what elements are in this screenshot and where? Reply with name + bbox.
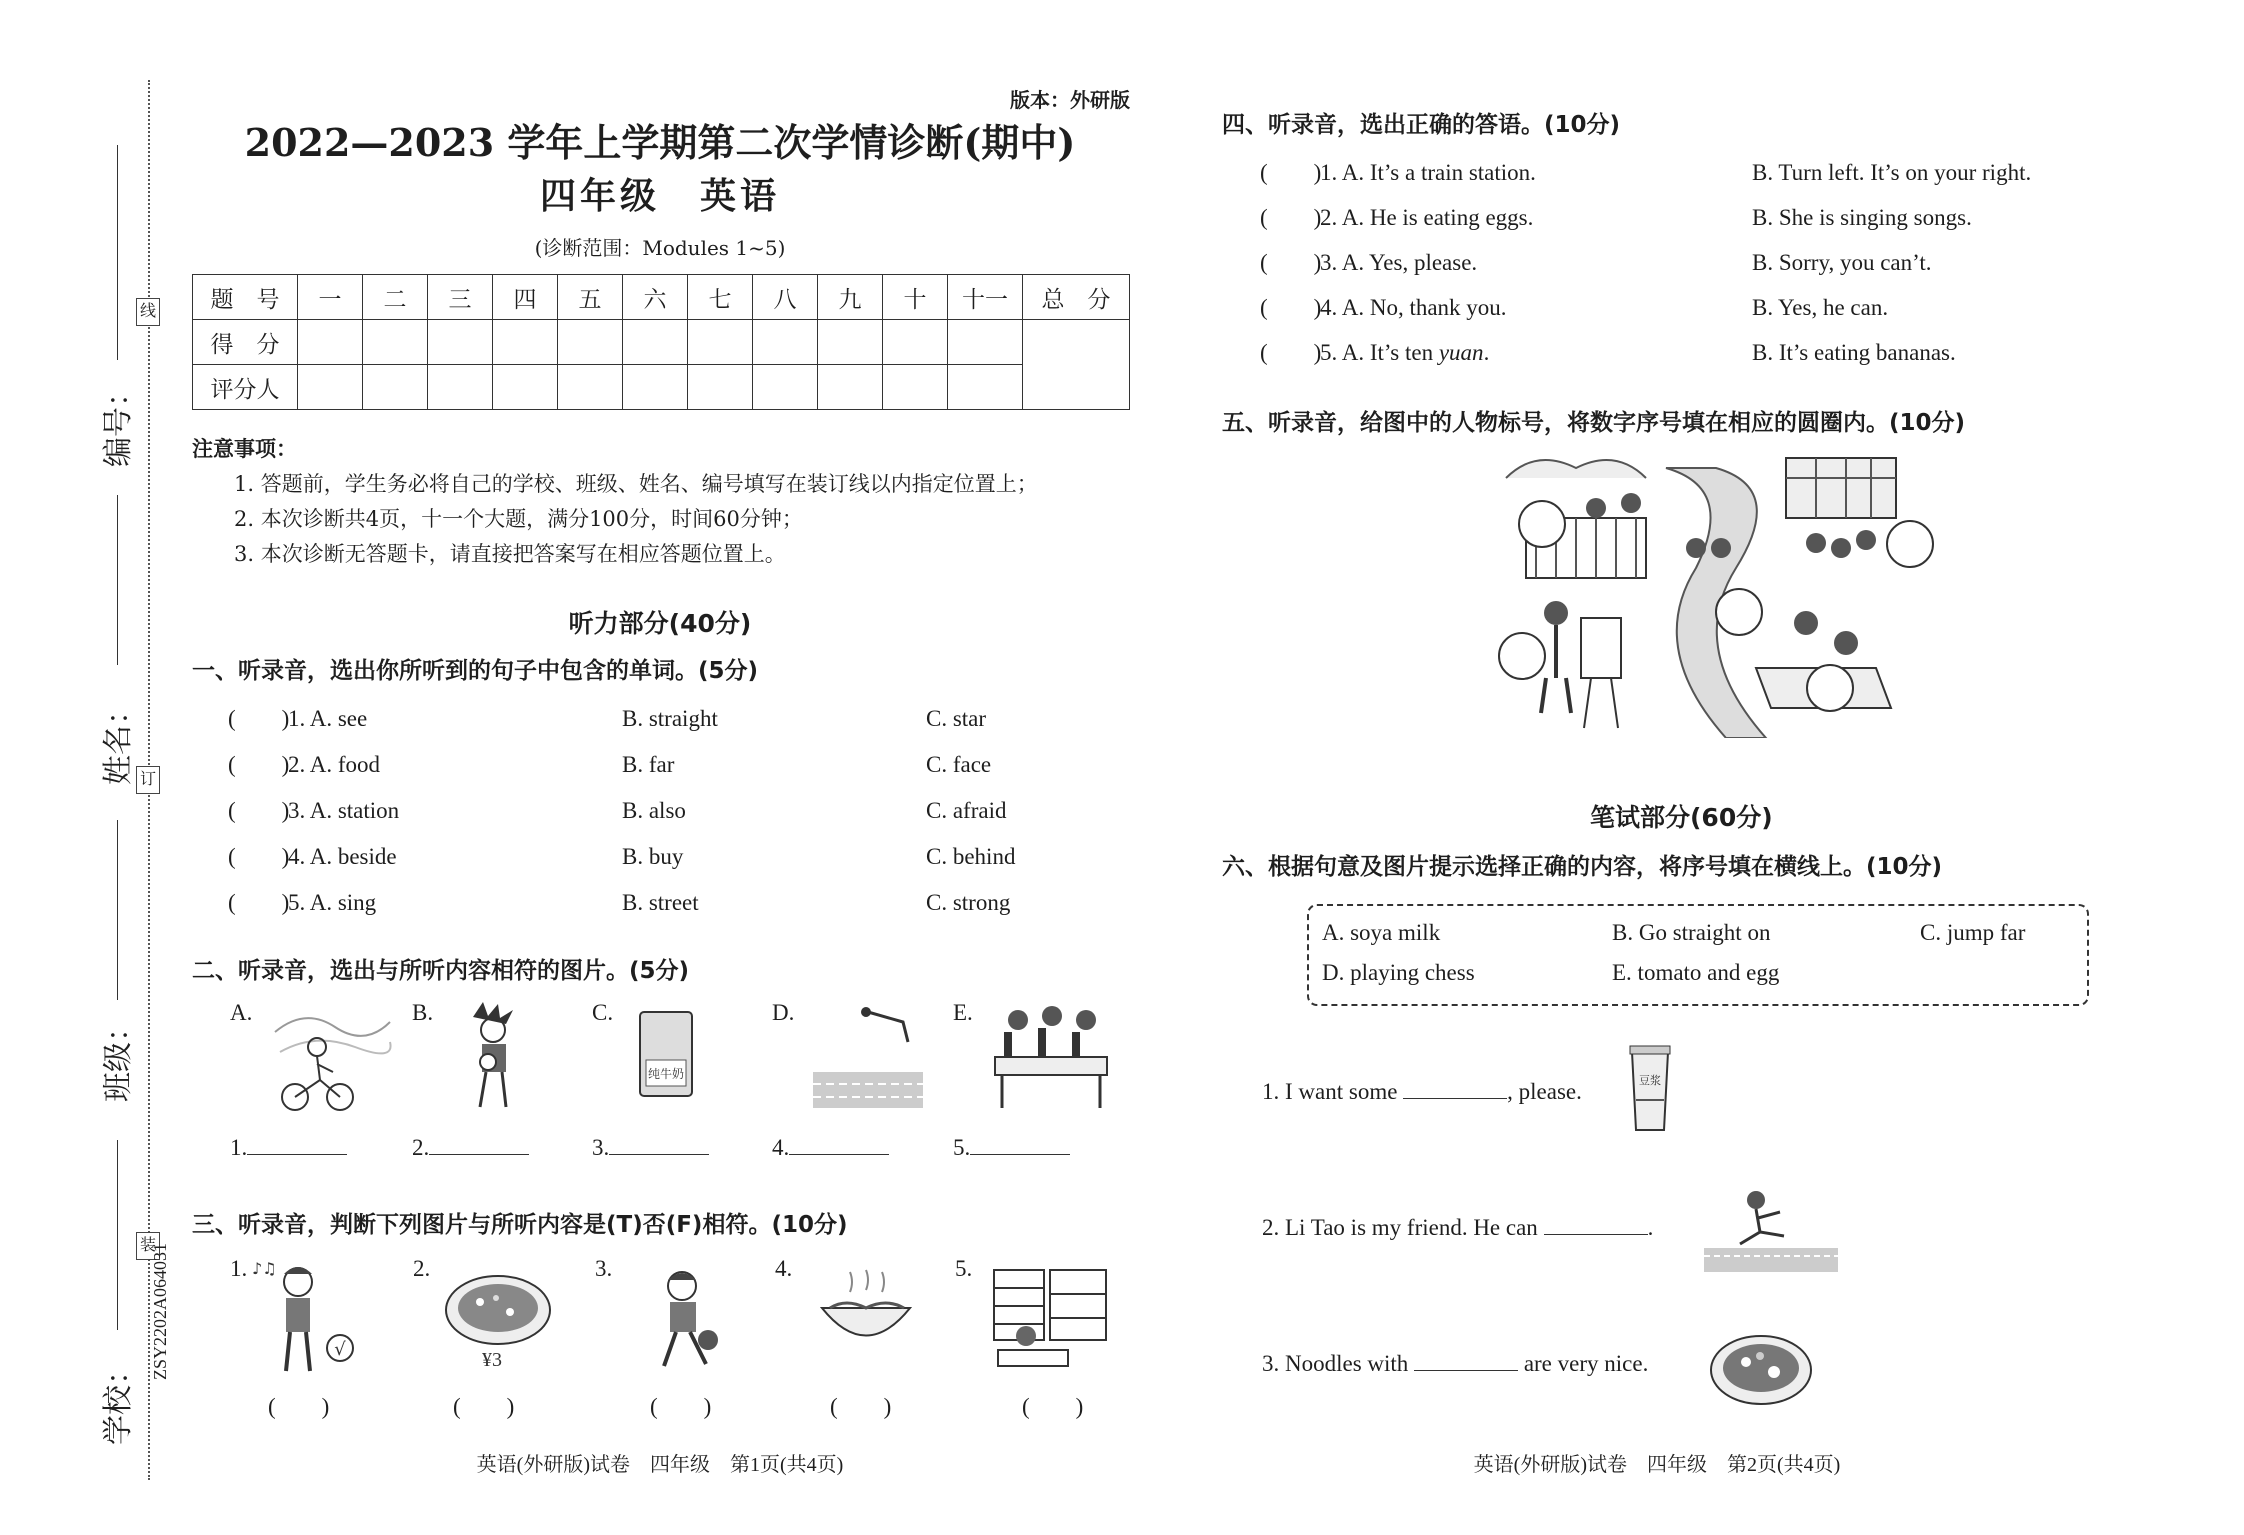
answer-blank[interactable] [789,1134,889,1155]
q4-row [1260,240,2031,285]
grader-cell[interactable] [623,365,688,410]
q3-paren-2[interactable]: ( ) [453,1394,515,1419]
grader-cell[interactable] [298,365,363,410]
q2-picture-cycling [265,1002,395,1112]
soya-milk-cup-picture [1624,1044,1676,1134]
option-b: B. buy [622,844,684,869]
q3-num-4: 4. [775,1256,793,1281]
answer-num: 2. [412,1135,430,1160]
q4-rows [1260,150,2031,375]
note-item: 2. 本次诊断共4页，十一个大题，满分100分，时间60分钟； [234,507,803,531]
option-c: C. strong [926,890,1011,915]
sentence-text: 1. I want some [1262,1079,1404,1104]
q3-paren-3[interactable]: ( ) [650,1394,712,1419]
answer-num: 4. [772,1135,790,1160]
writing-heading: 笔试部分(60分) [1590,803,1773,832]
option-a: 2. A. He is eating eggs. [1320,205,1534,230]
notes [192,432,1038,572]
option-b: B. Turn left. It’s on your right. [1752,160,2032,185]
sentence-text: are very nice. [1518,1351,1649,1376]
option-c: C. behind [926,844,1016,869]
q4-row [1260,285,2031,330]
id-label: 编号： [101,377,136,467]
binding-tag-line: 线 [136,298,160,326]
q6-sentence-2 [1262,1214,1653,1241]
q6-option: A. soya milk [1322,920,1441,945]
answer-paren[interactable]: ( ) [228,890,290,915]
q2-picture-boy-ball [448,1002,538,1114]
score-header-cell: 九 [818,275,883,320]
grader-cell[interactable] [493,365,558,410]
score-cell[interactable] [428,320,493,365]
name-label: 姓名： [101,695,136,785]
q2-picture-milk [636,1008,696,1100]
option-b: B. far [622,752,675,777]
svg-text:♪♫: ♪♫ [252,1259,277,1278]
q4-row [1260,150,2031,195]
score-row-label: 得 分 [193,320,298,365]
note-item: 1. 答题前，学生务必将自己的学校、班级、姓名、编号填写在装订线以内指定位置上； [234,472,1038,496]
score-row-label: 评分人 [193,365,298,410]
q3-paren-1[interactable]: ( ) [268,1394,330,1419]
score-header-cell: 三 [428,275,493,320]
answer-paren[interactable]: ( ) [228,752,290,777]
q3-num-5: 5. [955,1256,973,1281]
grader-cell[interactable] [428,365,493,410]
footer-page-2: 英语(外研版)试卷 四年级 第2页(共4页) [1473,1454,1841,1476]
q2-letter-d: D. [772,1000,795,1025]
answer-paren[interactable]: ( ) [1260,250,1322,275]
cup-label: 豆浆 [1639,1074,1661,1087]
q2-letter-c: C. [592,1000,614,1025]
q4-row [1260,195,2031,240]
q3-picture-singing-boy [248,1256,360,1378]
exam-title: 2022—2023 学年上学期第二次学情诊断(期中) [244,120,1076,165]
q1-row [228,742,1015,788]
option-a-emphasis: yuan [1438,340,1484,365]
score-header-cell: 四 [493,275,558,320]
sentence-text: 3. Noodles with [1262,1351,1415,1376]
option-b: B. straight [622,706,718,731]
check-mark-icon: √ [334,1339,346,1360]
binding-tag-pack: 装 [136,1232,160,1260]
answer-blank[interactable] [970,1134,1070,1155]
answer-paren[interactable]: ( ) [228,844,290,869]
q3-paren-5[interactable]: ( ) [1022,1394,1084,1419]
answer-blank[interactable] [1414,1350,1518,1371]
milk-label: 纯牛奶 [647,1067,685,1081]
score-cell[interactable] [883,320,948,365]
answer-blank[interactable] [609,1134,709,1155]
answer-blank[interactable] [429,1134,529,1155]
q1-row [228,834,1015,880]
school-line [117,1140,118,1330]
q6-option: E. tomato and egg [1612,960,1780,985]
option-a: 5. A. sing [288,890,377,915]
option-a: 4. A. No, thank you. [1320,295,1507,320]
option-a: 1. A. It’s a train station. [1320,160,1536,185]
score-cell[interactable] [363,320,428,365]
score-cell[interactable] [298,320,363,365]
option-b: B. She is singing songs. [1752,205,1972,230]
option-a: 4. A. beside [288,844,397,869]
answer-paren[interactable]: ( ) [228,798,290,823]
option-c: C. afraid [926,798,1007,823]
answer-paren[interactable]: ( ) [228,706,290,731]
q1-title: 一、听录音，选出你所听到的句子中包含的单词。(5分) [192,658,759,684]
q2-answer-4 [772,1134,889,1161]
q4-row [1260,330,2031,375]
q4-title: 四、听录音，选出正确的答语。(10分) [1222,112,1621,138]
q2-answer-5 [953,1134,1070,1161]
score-header-cell: 一 [298,275,363,320]
option-c: C. face [926,752,992,777]
grader-cell[interactable] [688,365,753,410]
score-cell[interactable] [753,320,818,365]
grader-cell[interactable] [883,365,948,410]
score-cell[interactable] [688,320,753,365]
answer-num: 3. [592,1135,610,1160]
option-b: B. It’s eating bananas. [1752,340,1956,365]
grader-cell[interactable] [558,365,623,410]
option-c: C. star [926,706,987,731]
grader-cell[interactable] [948,365,1023,410]
sentence-text: 2. Li Tao is my friend. He can [1262,1215,1544,1240]
q2-picture-long-jump [808,1002,928,1112]
class-line [117,820,118,1000]
grader-cell[interactable] [363,365,428,410]
class-label: 班级： [101,1012,136,1102]
footer-page-1: 英语(外研版)试卷 四年级 第1页(共4页) [476,1454,844,1476]
listening-heading: 听力部分(40分) [568,609,752,638]
q1-rows [228,696,1015,926]
q5-answer-circle[interactable] [1806,664,1854,712]
q3-num-1: 1. [230,1256,248,1281]
q2-picture-family-dinner [990,1002,1110,1112]
q3-paren-4[interactable]: ( ) [830,1394,892,1419]
q2-letter-b: B. [412,1000,434,1025]
q5-answer-circle[interactable] [1498,632,1546,680]
q1-row [228,880,1015,926]
score-cell[interactable] [493,320,558,365]
note-item: 3. 本次诊断无答题卡，请直接把答案写在相应答题位置上。 [234,542,786,566]
option-a-end: . [1483,340,1490,365]
q2-answer-2 [412,1134,529,1161]
option-b: B. Yes, he can. [1752,295,1889,320]
score-header-cell: 六 [623,275,688,320]
option-a: 3. A. Yes, please. [1320,250,1478,275]
score-header-cell: 八 [753,275,818,320]
q6-sentence-3 [1262,1350,1648,1377]
score-cell[interactable] [948,320,1023,365]
q6-option: C. jump far [1920,920,2026,945]
exam-scope: (诊断范围：Modules 1~5) [534,236,786,260]
paper-code: ZSY2202A064031 [150,1242,170,1380]
q2-answer-1 [230,1134,347,1161]
q3-picture-food-plate [440,1272,560,1372]
q6-sentence-1 [1262,1078,1582,1105]
sentence-text: , please. [1507,1079,1582,1104]
answer-blank[interactable] [1403,1078,1507,1099]
q6-option: B. Go straight on [1612,920,1771,945]
version-label: 版本：外研版 [1010,88,1130,112]
answer-paren[interactable]: ( ) [1260,205,1322,230]
grader-cell[interactable] [818,365,883,410]
q3-num-2: 2. [413,1256,431,1281]
option-a: 3. A. station [288,798,400,823]
answer-num: 1. [230,1135,248,1160]
q3-picture-basketball-boy [640,1266,740,1372]
q3-title: 三、听录音，判断下列图片与所听内容是(T)否(F)相符。(10分) [192,1212,848,1238]
score-header-cell: 总 分 [1023,275,1130,320]
answer-num: 5. [953,1135,971,1160]
option-a: 2. A. food [288,752,380,777]
score-table-header-row [193,275,1130,320]
answer-paren[interactable]: ( ) [1260,160,1322,185]
notes-title: 注意事项： [192,437,297,461]
id-line [117,145,118,360]
answer-blank[interactable] [247,1134,347,1155]
q5-answer-circle[interactable] [1518,500,1566,548]
answer-paren[interactable]: ( ) [1260,340,1322,365]
sentence-text: . [1647,1215,1654,1240]
q6-title: 六、根据句意及图片提示选择正确的内容，将序号填在横线上。(10分) [1222,854,1943,880]
score-header-cell: 十一 [948,275,1023,320]
q3-picture-noodles [816,1268,916,1358]
q3-picture-girl-library [990,1264,1110,1372]
option-b: B. also [622,798,686,823]
score-table [192,274,1130,410]
q5-title: 五、听录音，给图中的人物标号，将数字序号填在相应的圆圈内。(10分) [1222,410,1966,436]
school-label: 学校： [101,1355,136,1445]
exam-subtitle: 四年级 英语 [539,175,780,217]
score-header-cell: 二 [363,275,428,320]
q5-answer-circle[interactable] [1715,588,1763,636]
option-b: B. street [622,890,699,915]
name-line [117,495,118,665]
q2-answer-3 [592,1134,709,1161]
score-header-cell: 题 号 [193,275,298,320]
option-b: B. Sorry, you can’t. [1752,250,1932,275]
grader-cell[interactable] [753,365,818,410]
binding-tag-bind: 订 [136,766,160,794]
price-label: ¥3 [482,1349,502,1371]
jump-far-picture [1700,1186,1842,1278]
option-a: 1. A. see [288,706,368,731]
total-score-cell[interactable] [1023,320,1130,410]
q2-title: 二、听录音，选出与所听内容相符的图片。(5分) [192,958,690,984]
q6-option: D. playing chess [1322,960,1475,985]
noodles-bowl-picture [1708,1332,1814,1410]
score-header-cell: 七 [688,275,753,320]
score-header-cell: 五 [558,275,623,320]
score-header-cell: 十 [883,275,948,320]
option-a [1320,330,1752,375]
answer-blank[interactable] [1544,1214,1648,1235]
q3-num-3: 3. [595,1256,613,1281]
q1-row [228,788,1015,834]
q2-letter-a: A. [230,1000,253,1025]
score-cell[interactable] [623,320,688,365]
q5-answer-circle[interactable] [1886,520,1934,568]
q1-row [228,696,1015,742]
q2-letter-e: E. [953,1000,973,1025]
answer-paren[interactable]: ( ) [1260,295,1322,320]
score-cell[interactable] [818,320,883,365]
score-cell[interactable] [558,320,623,365]
option-a-text: 5. A. It’s ten [1320,340,1439,365]
